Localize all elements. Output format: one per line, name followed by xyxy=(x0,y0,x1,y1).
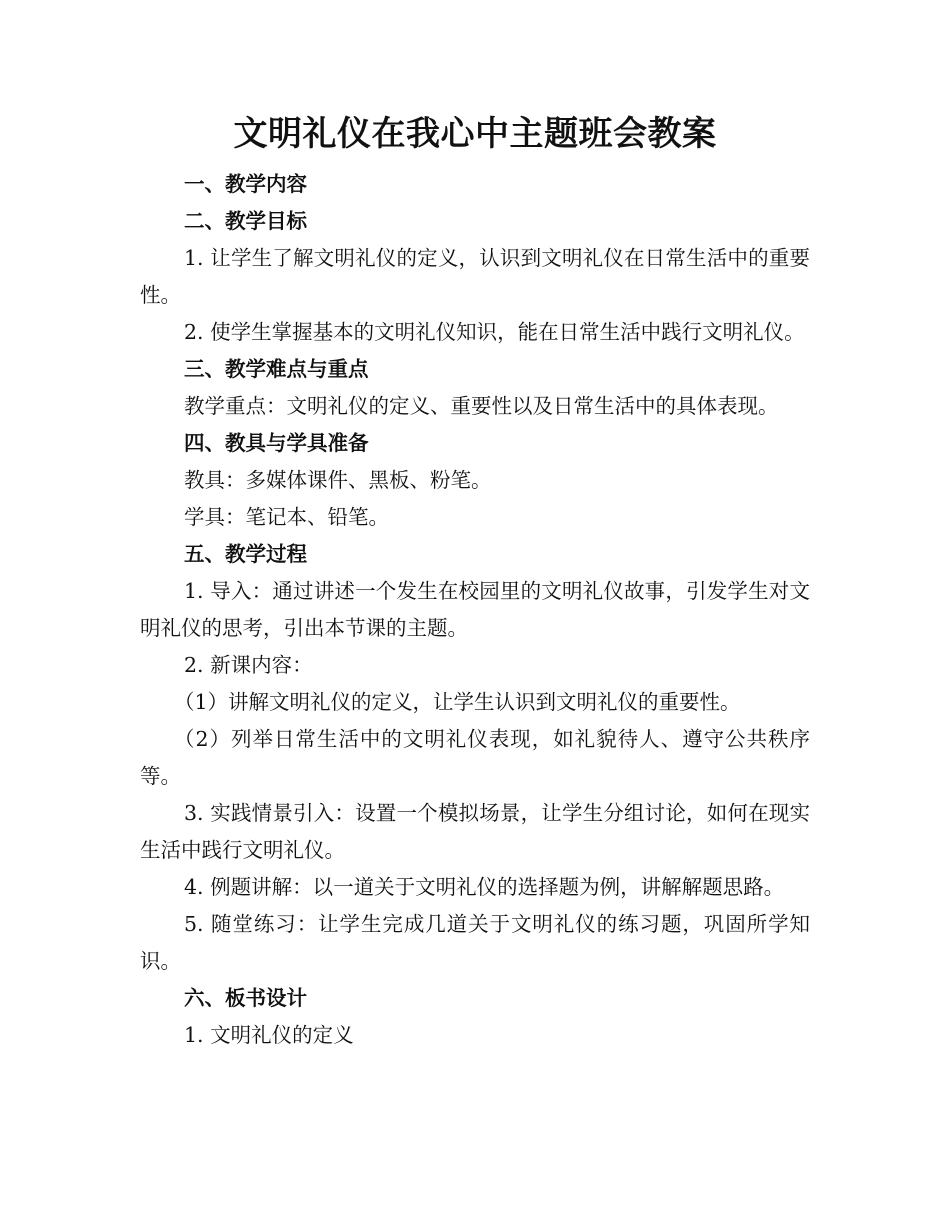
body-paragraph: 5. 随堂练习：让学生完成几道关于文明礼仪的练习题，巩固所学知识。 xyxy=(140,912,810,973)
body-paragraph: 教具：多媒体课件、黑板、粉笔。 xyxy=(184,468,492,492)
body-paragraph: 3. 实践情景引入：设置一个模拟场景，让学生分组讨论，如何在现实生活中践行文明礼仪。 xyxy=(140,801,810,862)
section-heading: 五、教学过程 xyxy=(184,542,307,566)
section-heading: 六、板书设计 xyxy=(184,986,307,1010)
section-heading: 一、教学内容 xyxy=(184,172,307,196)
body-paragraph: 2. 使学生掌握基本的文明礼仪知识，能在日常生活中践行文明礼仪。 xyxy=(184,320,805,344)
body-paragraph: 1. 让学生了解文明礼仪的定义，认识到文明礼仪在日常生活中的重要性。 xyxy=(140,246,810,307)
sub-item-paragraph: （1）讲解文明礼仪的定义，让学生认识到文明礼仪的重要性。 xyxy=(174,690,741,714)
body-paragraph: 2. 新课内容： xyxy=(184,653,313,677)
sub-item-paragraph: （2）列举日常生活中的文明礼仪表现，如礼貌待人、遵守公共秩序等。 xyxy=(140,727,810,788)
body-paragraph: 教学重点：文明礼仪的定义、重要性以及日常生活中的具体表现。 xyxy=(184,394,779,418)
body-paragraph: 1. 导入：通过讲述一个发生在校园里的文明礼仪故事，引发学生对文明礼仪的思考，引出本节课的主题。 xyxy=(140,579,810,640)
document-title: 文明礼仪在我心中主题班会教案 xyxy=(233,114,717,154)
body-paragraph: 4. 例题讲解：以一道关于文明礼仪的选择题为例，讲解解题思路。 xyxy=(184,875,785,899)
section-heading: 三、教学难点与重点 xyxy=(184,357,369,381)
document-body xyxy=(140,166,810,1054)
section-heading: 二、教学目标 xyxy=(184,209,307,233)
section-heading: 四、教具与学具准备 xyxy=(184,431,369,455)
body-paragraph: 1. 文明礼仪的定义 xyxy=(184,1023,354,1047)
body-paragraph: 学具：笔记本、铅笔。 xyxy=(184,505,389,529)
